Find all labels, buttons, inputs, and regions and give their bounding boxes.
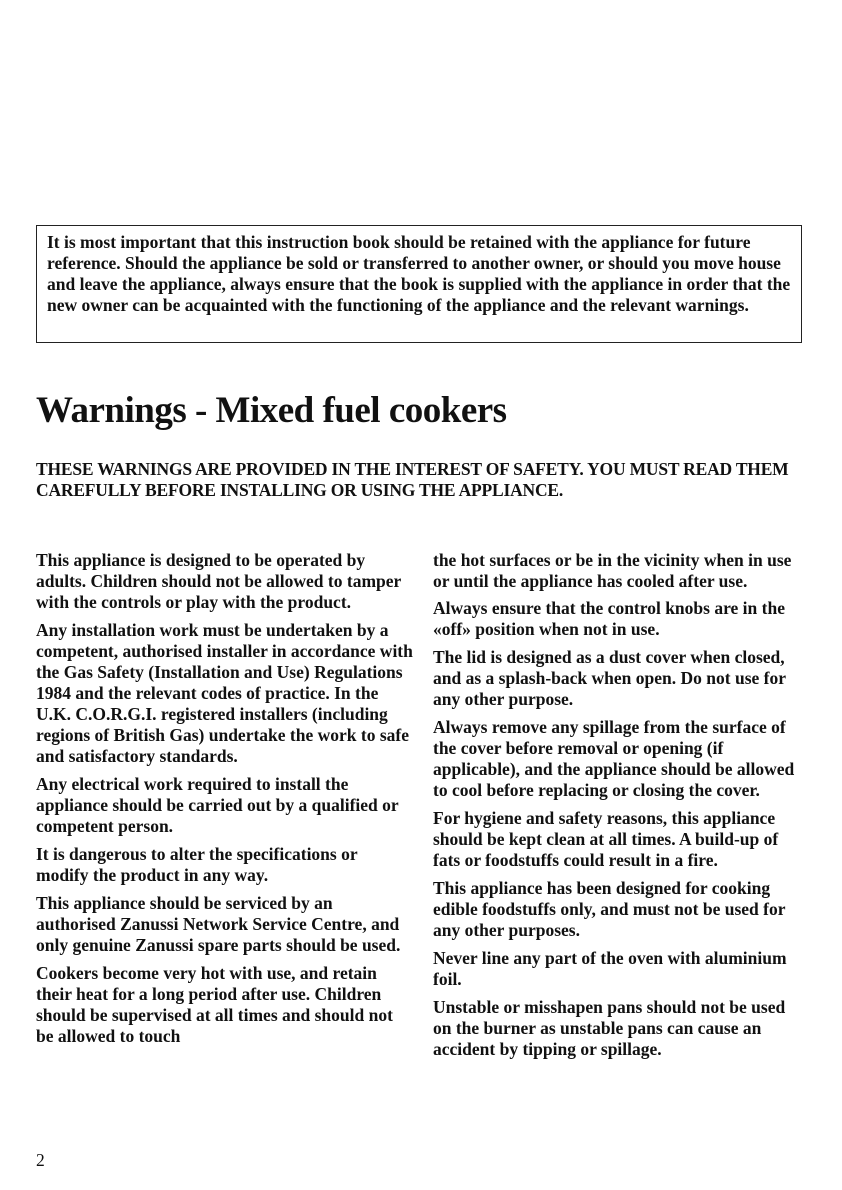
warning-paragraph: Cookers become very hot with use, and retain their heat for a long period after use. Children should be supervised at all times and should not be allowed to touch <box>36 963 393 1046</box>
retain-instructions-notice-text: It is most important that this instruction book should be retained with the appliance for future reference. Should the appliance be sold or transferred to another owner, or should you move house and leave the appliance, always ensure that the book is supplied with the appliance in order that the new owner can be acquainted with the functioning of the appliance and the relevant warnings. <box>47 232 791 315</box>
warning-paragraph: For hygiene and safety reasons, this appliance should be kept clean at all times. A build-up of fats or foodstuffs could result in a fire. <box>433 808 779 870</box>
warning-paragraph: The lid is designed as a dust cover when closed, and as a splash-back when open. Do not use for any other purpose. <box>433 647 786 709</box>
warning-paragraph: Never line any part of the oven with aluminium foil. <box>433 948 787 989</box>
left-text-column <box>36 550 414 1054</box>
warning-paragraph: the hot surfaces or be in the vicinity when in use or until the appliance has cooled after use. <box>433 550 792 591</box>
warning-paragraph: Always ensure that the control knobs are in the «off» position when not in use. <box>433 598 785 639</box>
warning-paragraph: This appliance has been designed for cooking edible foodstuffs only, and must not be used for any other purposes. <box>433 878 786 940</box>
safety-warning-heading: THESE WARNINGS ARE PROVIDED IN THE INTEREST OF SAFETY. YOU MUST READ THEM CAREFULLY BEFORE INSTALLING OR USING THE APPLIANCE. <box>36 459 789 500</box>
warning-paragraph: This appliance should be serviced by an authorised Zanussi Network Service Centre, and only genuine Zanussi spare parts should be used. <box>36 893 401 955</box>
page-number: 2 <box>36 1150 45 1170</box>
warning-paragraph: Always remove any spillage from the surface of the cover before removal or opening (if applicable), and the appliance should be allowed to cool before replacing or closing the cover. <box>433 717 795 800</box>
retain-instructions-notice-box <box>36 225 802 343</box>
warning-paragraph: It is dangerous to alter the specifications or modify the product in any way. <box>36 844 358 885</box>
page-title: Warnings - Mixed fuel cookers <box>36 390 507 431</box>
warning-paragraph: Any electrical work required to install the appliance should be carried out by a qualified or competent person. <box>36 774 399 836</box>
right-text-column <box>433 550 805 1067</box>
warning-paragraph: Any installation work must be undertaken by a competent, authorised installer in accordance with the Gas Safety (Installation and Use) Regulations 1984 and the relevant codes of practice. In the U.K. C.O.R.G.I. registered installers (including regions of British Gas) undertake the work to safe and satisfactory standards. <box>36 620 413 766</box>
warning-paragraph: Unstable or misshapen pans should not be used on the burner as unstable pans can cause an accident by tipping or spillage. <box>433 997 786 1059</box>
warning-paragraph: This appliance is designed to be operated by adults. Children should not be allowed to tamper with the controls or play with the product. <box>36 550 401 612</box>
